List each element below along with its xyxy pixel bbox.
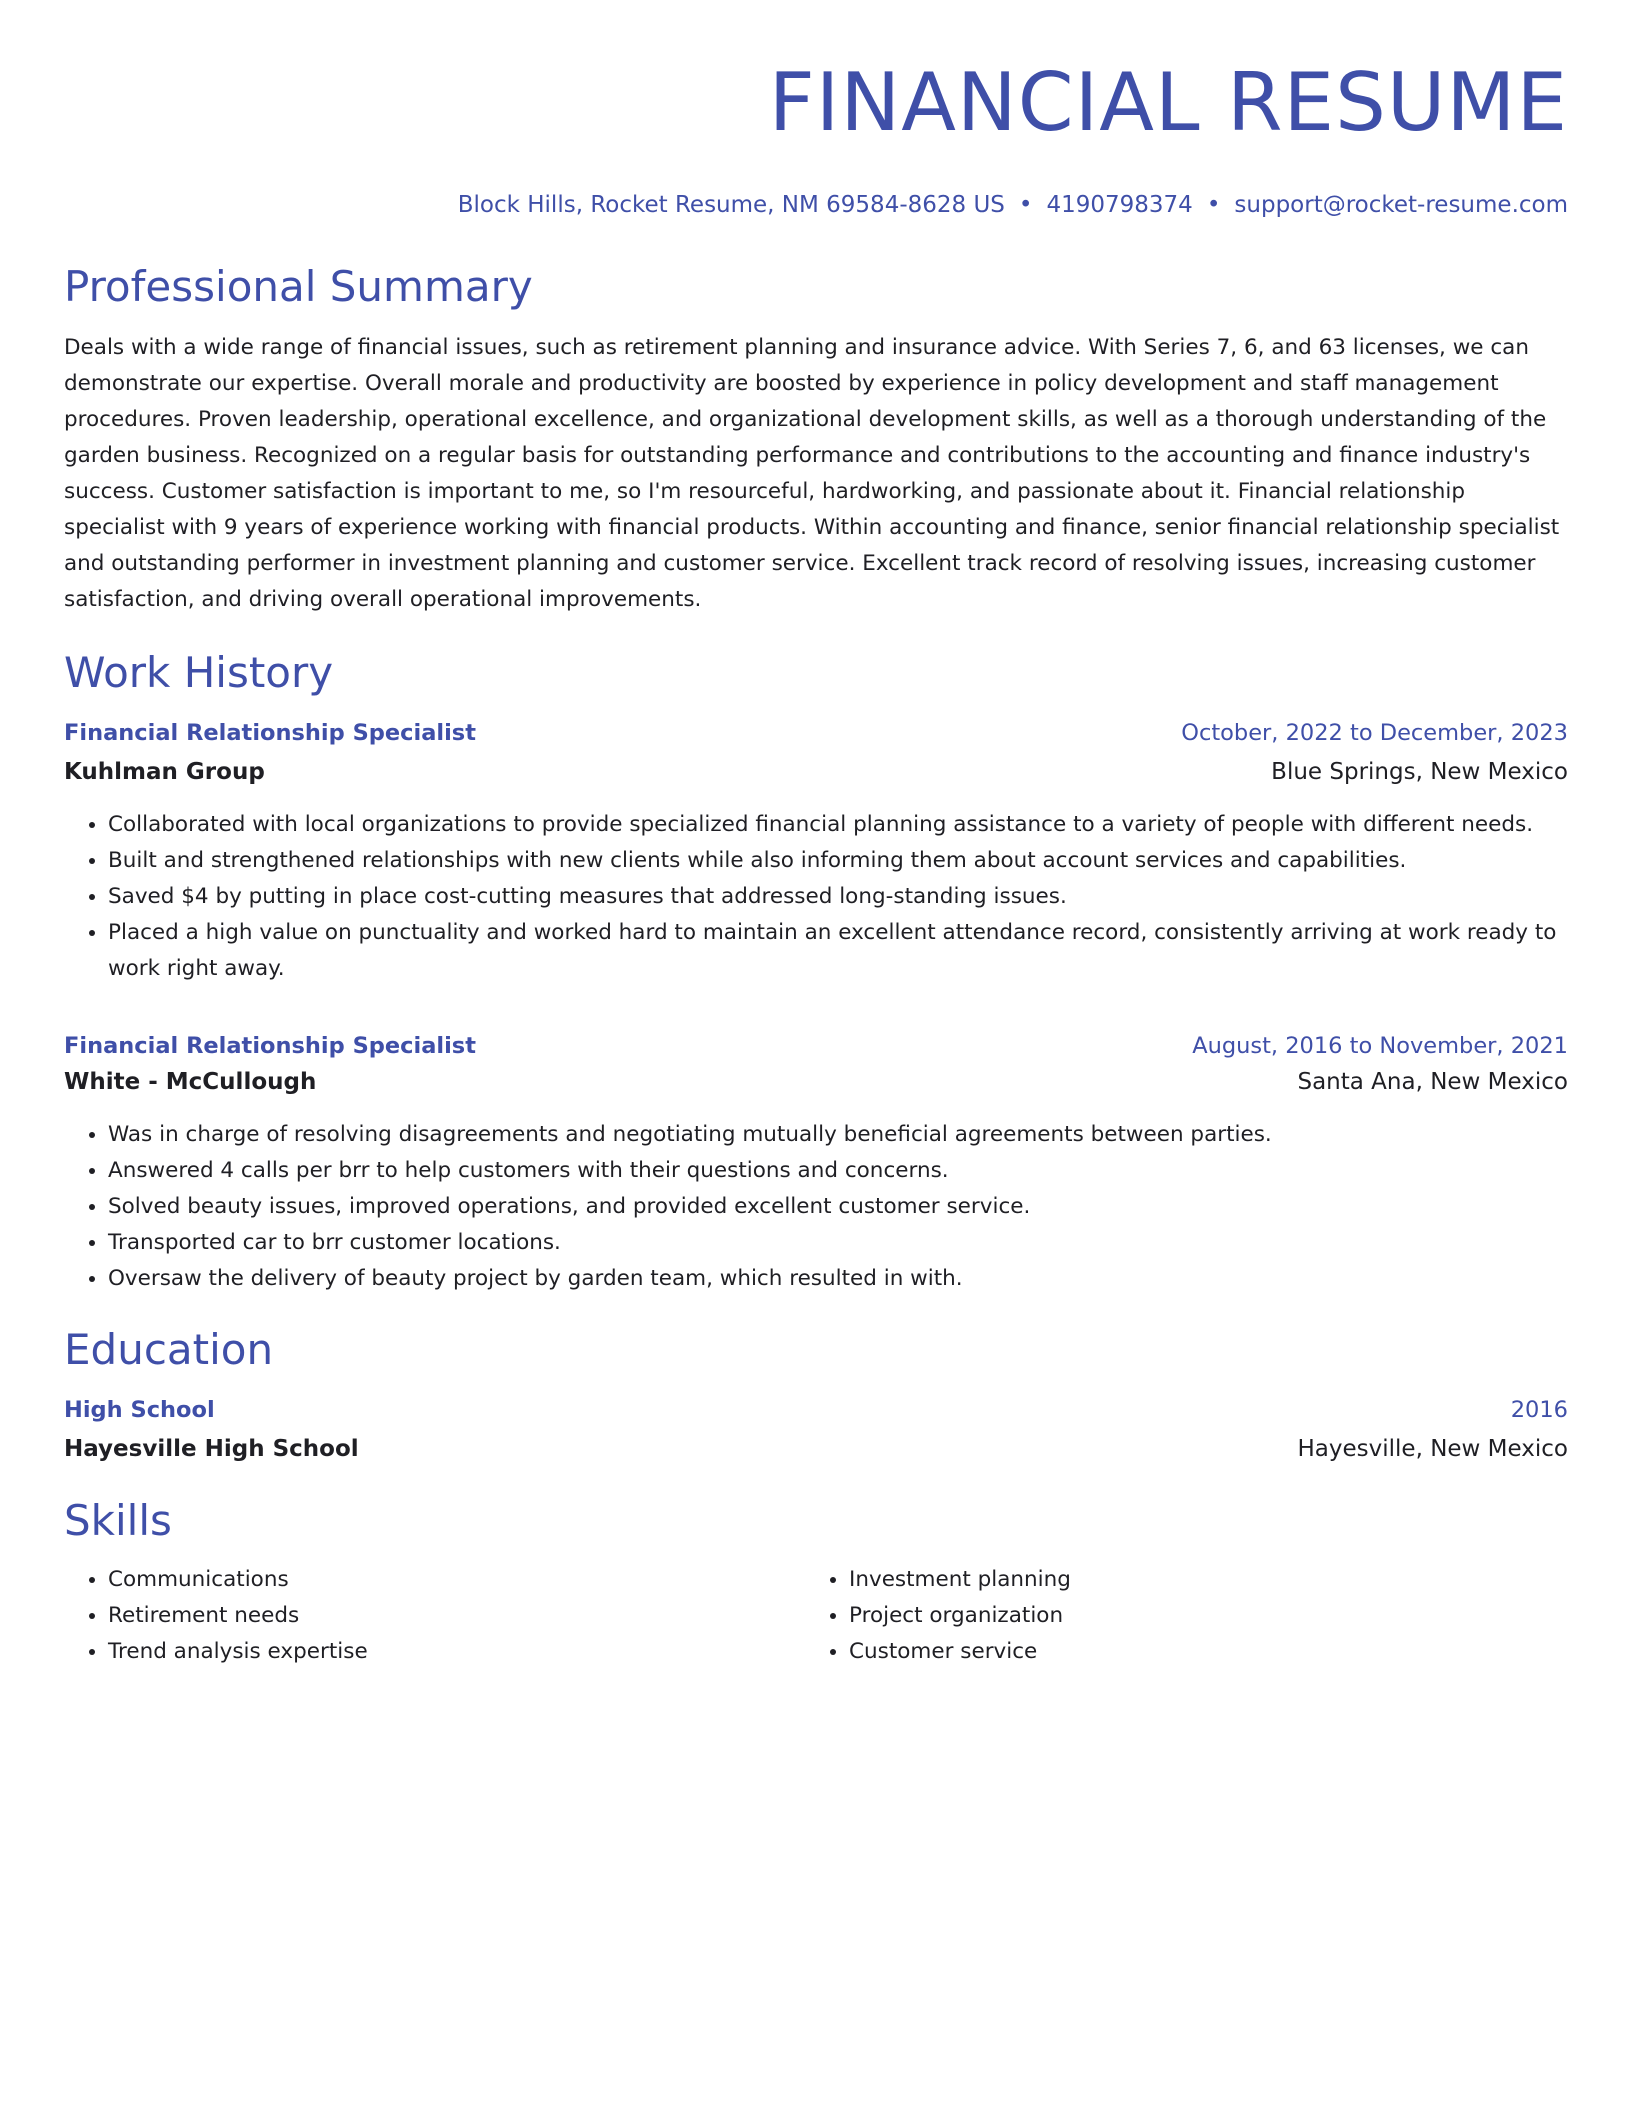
job-role: Financial Relationship Specialist [64, 720, 476, 746]
job-location: Blue Springs, New Mexico [1271, 759, 1568, 785]
job-bullet: • Answered 4 calls per brr to help customers with their questions and concerns. [108, 1153, 1568, 1189]
job-bullet: • Transported car to brr customer locations. [108, 1225, 1568, 1261]
job-location: Santa Ana, New Mexico [1297, 1069, 1568, 1095]
job-entry [64, 1031, 1568, 1297]
contact-separator: • [1206, 192, 1221, 218]
job-bullet: • Solved beauty issues, improved operations, and provided excellent customer service. [108, 1189, 1568, 1225]
job-bullets [64, 807, 1568, 987]
education-location: Hayesville, New Mexico [1297, 1436, 1568, 1462]
education-year: 2016 [1510, 1397, 1568, 1423]
job-role: Financial Relationship Specialist [64, 1033, 476, 1059]
skills-heading: Skills [64, 1496, 172, 1545]
contact-email: support@rocket-resume.com [1234, 192, 1568, 218]
resume-title: FINANCIAL RESUME [768, 56, 1568, 149]
skill-item: • Investment planning [849, 1562, 1546, 1598]
contact-separator: • [1018, 192, 1033, 218]
skill-item: • Trend analysis expertise [108, 1634, 805, 1670]
job-bullet: • Oversaw the delivery of beauty project by garden team, which resulted in with. [108, 1261, 1568, 1297]
job-bullet: • Placed a high value on punctuality and worked hard to maintain an excellent attendance record, consistently arriving at work ready to work right away. [108, 915, 1568, 987]
skills-column-left [64, 1562, 805, 1670]
job-company: Kuhlman Group [64, 759, 265, 785]
contact-phone: 4190798374 [1046, 192, 1193, 218]
job-bullets [64, 1117, 1568, 1297]
skill-item: • Retirement needs [108, 1598, 805, 1634]
education-degree: High School [64, 1397, 215, 1423]
job-bullet: • Saved $4 by putting in place cost-cutting measures that addressed long-standing issues. [108, 879, 1568, 915]
job-entry [64, 718, 1568, 987]
skills-list [64, 1562, 1568, 1670]
summary-text: Deals with a wide range of financial issues, such as retirement planning and insurance advice. With Series 7, 6, and 63 licenses, we can demonstrate our expertise. Overall morale and productivity are boosted by experience in policy development and staff management procedures. Proven leadership, operational excellence, and organizational development skills, as well as a thorough understanding of the garden business. Recognized on a regular basis for outstanding performance and contributions to the accounting and finance industry's success. Customer satisfaction is important to me, so I'm resourceful, hardworking, and passionate about it. Financial relationship specialist with 9 years of experience working with financial products. Within accounting and finance, senior financial relationship specialist and outstanding performer in investment planning and customer service. Excellent track record of resolving issues, increasing customer satisfaction, and driving overall operational improvements. [64, 335, 1560, 612]
education-entry [64, 1395, 1568, 1464]
contact-line [64, 190, 1568, 220]
job-bullet: • Built and strengthened relationships with new clients while also informing them about account services and capabilities. [108, 843, 1568, 879]
skill-item: • Project organization [849, 1598, 1546, 1634]
education-heading: Education [64, 1325, 274, 1374]
contact-address: Block Hills, Rocket Resume, NM 69584-8628 US [457, 192, 1005, 218]
job-bullet: • Was in charge of resolving disagreements and negotiating mutually beneficial agreements between parties. [108, 1117, 1568, 1153]
job-dates: October, 2022 to December, 2023 [1181, 720, 1568, 746]
job-dates: August, 2016 to November, 2021 [1192, 1033, 1568, 1059]
resume-page [64, 0, 1568, 1670]
skill-item: • Communications [108, 1562, 805, 1598]
education-school: Hayesville High School [64, 1436, 359, 1462]
job-company: White - McCullough [64, 1069, 317, 1095]
work-history-heading: Work History [64, 648, 334, 697]
summary-heading: Professional Summary [64, 262, 533, 311]
skills-column-right [805, 1562, 1546, 1670]
skill-item: • Customer service [849, 1634, 1546, 1670]
job-bullet: • Collaborated with local organizations to provide specialized financial planning assistance to a variety of people with different needs. [108, 807, 1568, 843]
